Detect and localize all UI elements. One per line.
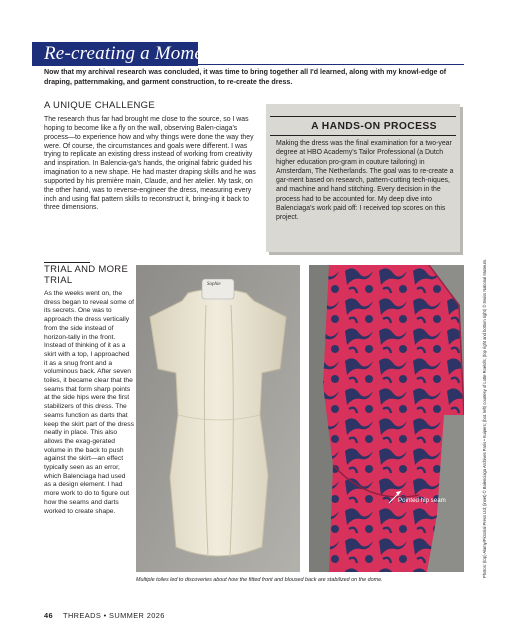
printed-dress-illustration [309,265,464,572]
sidebar-rule-bottom [270,135,456,136]
photo-caption: Multiple toiles led to discoveries about how the fitted front and bloused back are stabilized on the dome. [136,577,383,583]
trial-rule [44,262,90,263]
sidebar-heading: A HANDS-ON PROCESS [311,121,437,132]
photo-toile-front [136,265,300,572]
sidebar-rule-top [270,116,456,117]
body-unique-challenge: The research thus far had brought me close to the source, so I was hoping to become like a fly on the wall, observing Balen-ciaga's process—to experience how and why things were done the way they were. Of course, the circumstances and goals were different. I was trying to replicate an existing dress instead of working from creativity and inspiration. In Balencia-ga's hands, the original fabric guided his imagination to a new shape. He had master draping skills and he was supported by his première main, Claude, and her atelier. My task, on the other hand, was to reverse-engineer the dress, measuring every inch and using flat pattern skills to reconstruct it, bring-ing it back to three dimensions. [44,116,256,212]
intro-paragraph: Now that my archival research was concluded, it was time to bring together all I'd learned, along with my knowl-edge of draping, patternmaking, and garment construction, to re-create the dress. [44,68,447,86]
magazine-issue: THREADS • SUMMER 2026 [63,611,165,620]
page-footer [44,611,165,620]
heading-trial: TRIAL AND MORE TRIAL [44,264,129,286]
heading-unique-challenge: A UNIQUE CHALLENGE [44,100,155,111]
photo-printed-dress [309,265,464,572]
section-title: Re-creating a Moment [44,43,219,64]
page-number: 46 [44,611,54,620]
banner-rule [32,64,464,65]
photo-credit: Photos: (top) Alamy/Pictorial Press Ltd; (inset) © Balenciaga Archives Paris • Kuipers; (bot. left) courtesy of Lotte Roelofs; (top right and bottom right) © Swiss National Museum. [482,258,487,578]
form-tag-label: Sophie [207,282,221,287]
body-trial: As the weeks went on, the dress began to reveal some of its secrets. One was to approach the dress vertically from the side instead of horizon-tally in the front. Instead of thinking of it as a skirt with a top, I approached it as a snug front and a voluminous back. After seven toiles, it became clear that the seams that form sharp points at the side hips were the first stabilizers of this dress. The seams function as darts that keep the skirt part of the dress neatly in place. This also allows the exag-gerated volume in the back to push against the skirt—an effect typically seen as an error, which Balenciaga had used as a design element. I had more work to do to figure out how the seams and darts worked to create shape. [44,290,134,515]
toile-illustration [136,265,300,572]
hip-seam-annotation: Pointed hip seam [398,497,446,504]
sidebar-body: Making the dress was the final examination for a two-year degree at HBO Academy's Tailor Professional (a Dutch higher education pro-gram in couture tailoring) in Amsterdam, The Netherlands. The goal was to re-create a gar-ment based on research, pattern-cutting tech-niques, and machine and hand stitching. Every decision in the process had to be accounted for. My deep dive into Balenciaga's work paid off: I received top scores on this project. [276,140,454,222]
